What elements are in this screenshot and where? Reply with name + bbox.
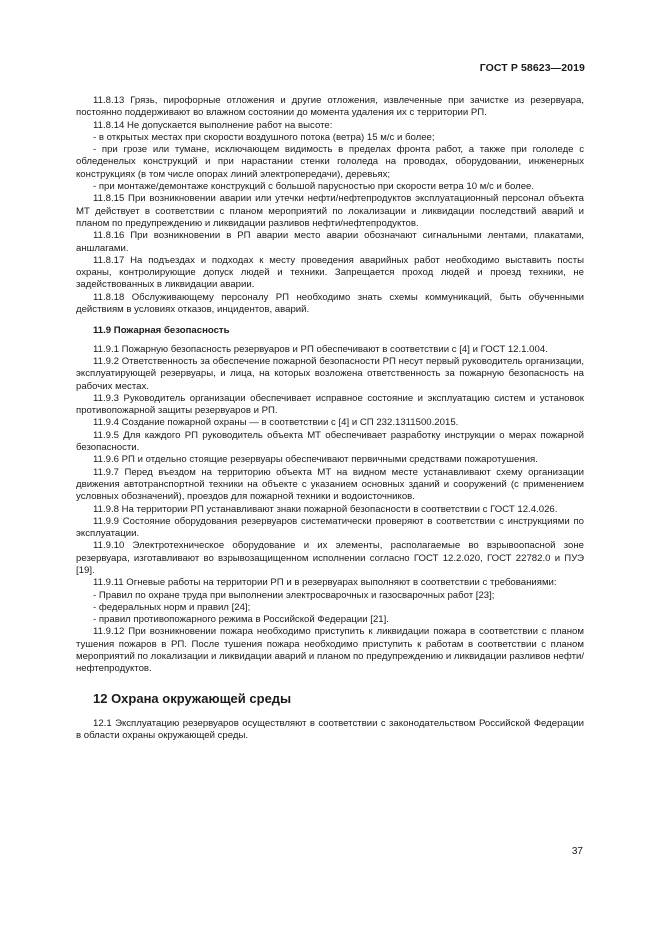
paragraph: 11.9.3 Руководитель организации обеспечивает исправное состояние и эксплуатацию систем и установок противопожарной защиты резервуаров и РП. — [76, 392, 584, 417]
standard-designation: ГОСТ Р 58623—2019 — [479, 62, 585, 74]
list-item: - при грозе или тумане, исключающем видимость в пределах фронта работ, а также при гололеде с обледенелых конструкций и при нарастании стенки гололеда на проводах, оборудовании, инженерных конструкциях (в том числе опорах линий электропередачи), деревьях; — [76, 144, 584, 180]
paragraph: 11.8.17 На подъездах и подходах к месту проведения аварийных работ необходимо выставить посты охраны, контролирующие допуск людей и техники. Запрещается проход людей и проезд техники, не задействованных в ликвидации аварии. — [76, 254, 584, 291]
page-number: 37 — [571, 846, 583, 857]
paragraph: 11.9.4 Создание пожарной охраны — в соответствии с [4] и СП 232.1311500.2015. — [93, 417, 459, 429]
paragraph: 11.9.10 Электротехническое оборудование и их элементы, располагаемые во взрывоопасной зоне резервуара, изготавливают во взрывозащищенном исполнении согласно ГОСТ 12.2.020, ГОСТ 22782.0 и ПУЭ [19]. — [76, 540, 584, 576]
list-item: - при монтаже/демонтаже конструкций с большой парусностью при скорости ветра 10 м/с и более. — [93, 181, 535, 193]
paragraph: 11.9.7 Перед въездом на территорию объекта МТ на видном месте устанавливают схему организации движения автотранспортной техники на объекте с указанием основных зданий и сооружений (с применением условных обозначений), проездов для пожарной техники и водоисточников. — [76, 466, 584, 503]
paragraph: 11.8.14 Не допускается выполнение работ на высоте: — [93, 119, 333, 131]
subsection-heading: 11.9 Пожарная безопасность — [93, 325, 230, 337]
paragraph: 11.8.13 Грязь, пирофорные отложения и другие отложения, извлеченные при зачистке из резервуара, постоянно поддерживают во влажном состоянии до момента удаления их с территории РП. — [76, 95, 584, 119]
paragraph: 11.9.2 Ответственность за обеспечение пожарной безопасности РП несут первый руководитель организации, эксплуатирующей резервуары, и лица, на которых возложена ответственность за пожарную безопасность на рабочих местах. — [76, 355, 584, 392]
paragraph: 11.8.18 Обслуживающему персоналу РП необходимо знать схемы коммуникаций, быть обученными действиям в условиях отказов, инцидентов, аварий. — [76, 291, 584, 316]
list-item: - правил противопожарного режима в Российской Федерации [21]. — [93, 614, 389, 626]
paragraph: 11.9.6 РП и отдельно стоящие резервуары обеспечивают первичными средствами пожаротушения. — [93, 454, 538, 466]
paragraph: 11.9.12 При возникновении пожара необходимо приступить к ликвидации пожара в соответствии с планом тушения пожаров в РП. После тушения пожара необходимо приступить к работам в соответствии с планом мероприятий по локализации и ликвидации аварий и планом по предупреждению и ликвидации разливов нефти/нефтепродуктов. — [76, 626, 584, 675]
list-item: - в открытых местах при скорости воздушного потока (ветра) 15 м/с и более; — [93, 131, 435, 143]
paragraph: 11.9.5 Для каждого РП руководитель объекта МТ обеспечивает разработку инструкции о мерах пожарной безопасности. — [76, 429, 584, 454]
section-heading: 12 Охрана окружающей среды — [93, 690, 292, 706]
paragraph: 11.8.16 При возникновении в РП аварии место аварии обозначают сигнальными лентами, плакатами, аншлагами. — [76, 230, 584, 254]
paragraph: 11.8.15 При возникновении аварии или утечки нефти/нефтепродуктов эксплуатационный персонал объекта МТ действует в соответствии с планом мероприятий по локализации и ликвидации последствий аварий и планом по предупреждению и ликвидации разливов нефти/нефтепродуктов. — [76, 193, 584, 229]
paragraph: 11.9.1 Пожарную безопасность резервуаров и РП обеспечивают в соответствии с [4] и ГОСТ 12.1.004. — [93, 343, 548, 355]
paragraph: 11.9.9 Состояние оборудования резервуаров систематически проверяют в соответствии с инструкциями по эксплуатации. — [76, 515, 584, 540]
page-content — [76, 95, 584, 742]
paragraph: 12.1 Эксплуатацию резервуаров осуществляют в соответствии с законодательством Российской Федерации в области охраны окружающей среды. — [76, 717, 584, 741]
list-item: - федеральных норм и правил [24]; — [93, 601, 251, 613]
list-item: - Правил по охране труда при выполнении электросварочных и газосварочных работ [23]; — [93, 589, 495, 601]
paragraph: 11.9.8 На территории РП устанавливают знаки пожарной безопасности в соответствии с ГОСТ 12.4.026. — [93, 503, 558, 515]
paragraph: 11.9.11 Огневые работы на территории РП и в резервуарах выполняют в соответствии с требованиями: — [93, 577, 557, 589]
